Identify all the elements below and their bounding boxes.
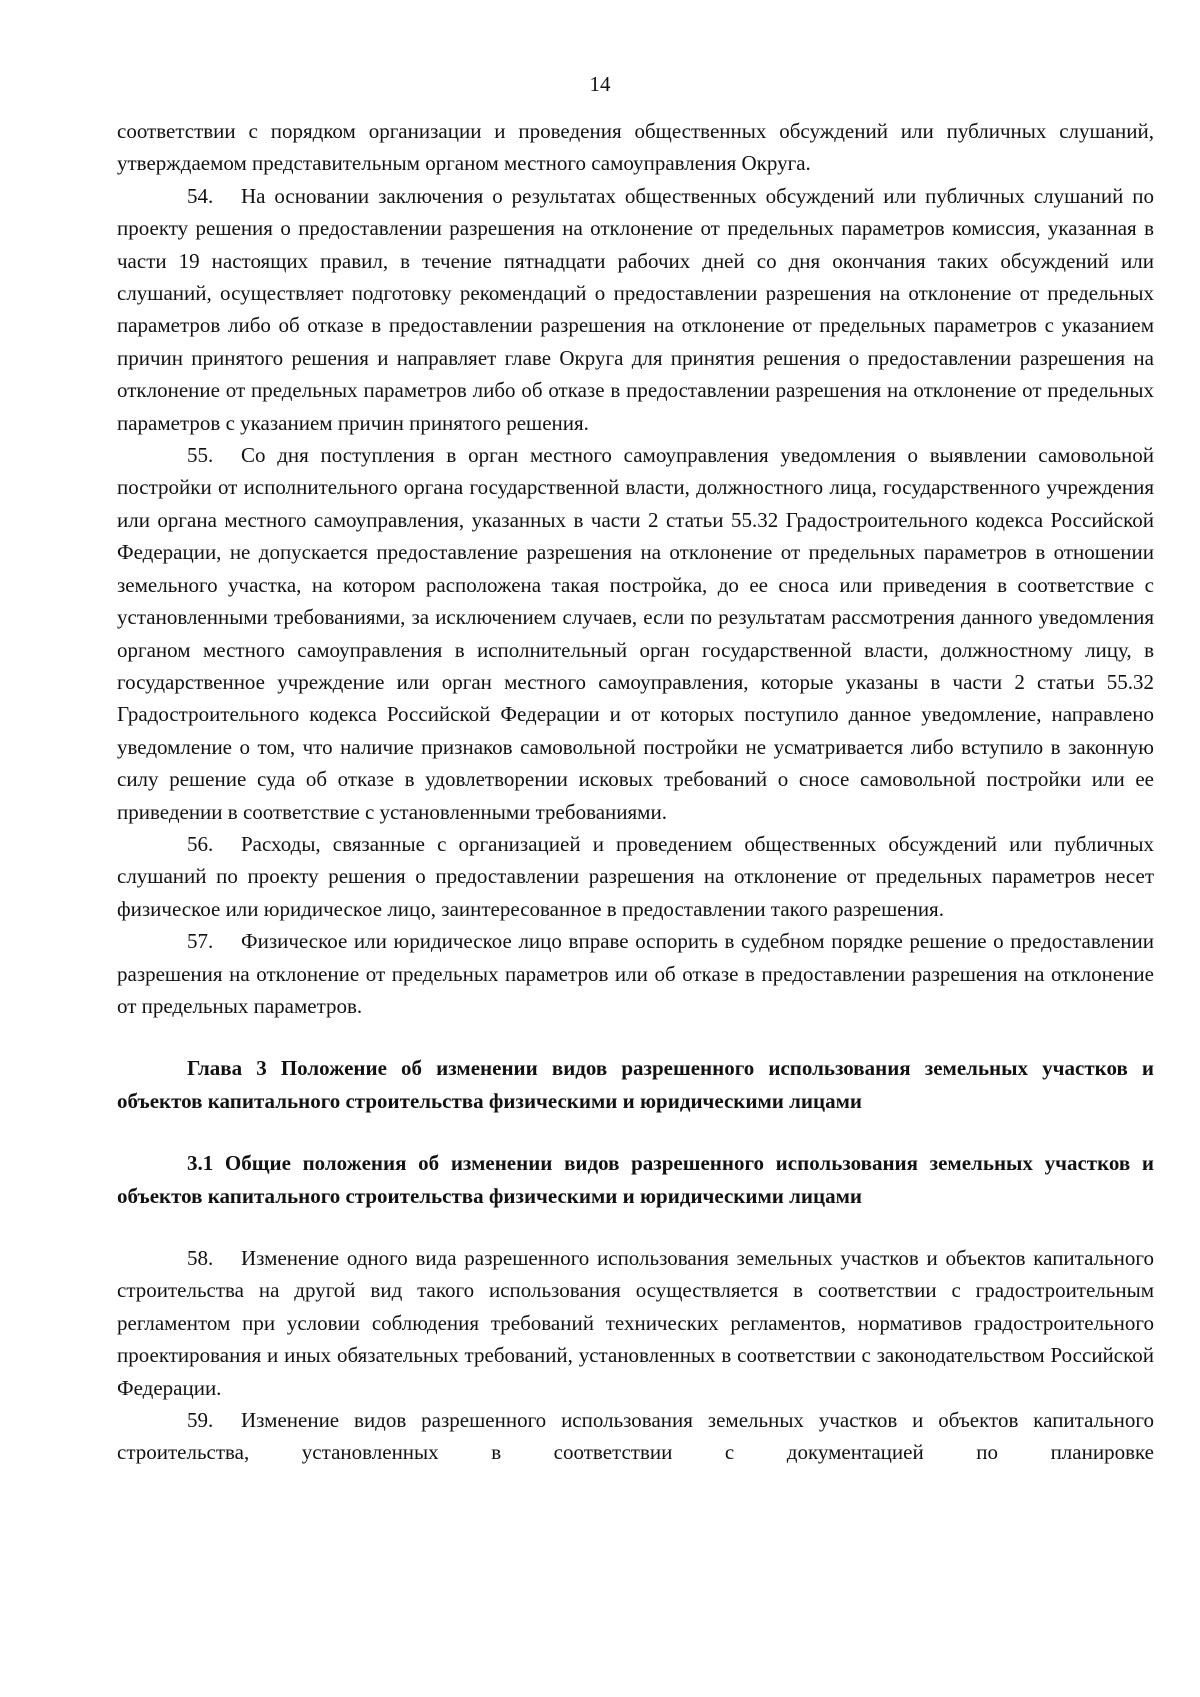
section-3-1-heading: 3.1 Общие положения об изменении видов разрешенного использования земельных участков и объектов капитального строительства физическими и юридическими лицами	[117, 1151, 1154, 1208]
paragraph-56	[117, 828, 1154, 925]
paragraph-number: 54.	[187, 183, 214, 208]
paragraph-text: Изменение одного вида разрешенного использования земельных участков и объектов капитального строительства на другой вид такого использования осуществляется в соответствии с градостроительным регламентом при условии соблюдения требований технических регламентов, нормативов градостроительного проектирования и иных обязательных требований, установленных в соответствии с законодательством Российской Федерации.	[117, 1246, 1154, 1400]
paragraph-number: 55.	[187, 443, 214, 468]
paragraph-55	[117, 439, 1154, 828]
paragraph-continuation: соответствии с порядком организации и проведения общественных обсуждений или публичных слушаний, утверждаемом представительным органом местного самоуправления Округа.	[117, 119, 1154, 176]
paragraph-text: Физическое или юридическое лицо вправе оспорить в судебном порядке решение о предоставлении разрешения на отклонение от предельных параметров или об отказе в предоставлении разрешения на отклонение от предельных параметров.	[117, 929, 1154, 1018]
paragraph-text: Расходы, связанные с организацией и проведением общественных обсуждений или публичных слушаний по проекту решения о предоставлении разрешения на отклонение от предельных параметров несет физическое или юридическое лицо, заинтересованное в предоставлении такого разрешения.	[117, 831, 1154, 921]
paragraph-59	[117, 1404, 1154, 1469]
paragraph-text: Со дня поступления в орган местного самоуправления уведомления о выявлении самовольной постройки от исполнительного органа государственной власти, должностного лица, государственного учреждения или органа местного самоуправления, указанных в части 2 статьи 55.32 Градостроительного кодекса Российской Федерации, не допускается предоставление разрешения на отклонение от предельных параметров в отношении земельного участка, на котором расположена такая постройка, до ее сноса или приведения в соответствие с установленными требованиями, за исключением случаев, если по результатам рассмотрения данного уведомления органом местного самоуправления в исполнительный орган государственной власти, должностному лицу, в государственное учреждение или орган местного самоуправления, которые указаны в части 2 статьи 55.32 Градостроительного кодекса Российской Федерации и от которых поступило данное уведомление, направлено уведомление о том, что наличие признаков самовольной постройки не усматривается либо вступило в законную силу решение суда об отказе в удовлетворении исковых требований о сносе самовольной постройки или ее приведении в соответствие с установленными требованиями.	[117, 443, 1154, 824]
document-body	[117, 115, 1154, 1469]
paragraph-number: 56.	[187, 831, 214, 856]
paragraph-text: Изменение видов разрешенного использования земельных участков и объектов капитального строительства, установленных в соответствии с документацией по планировке	[117, 1408, 1154, 1465]
chapter-3-heading: Глава 3 Положение об изменении видов разрешенного использования земельных участков и объектов капитального строительства физическими и юридическими лицами	[117, 1056, 1154, 1113]
paragraph-57	[117, 925, 1154, 1022]
page-number: 14	[589, 72, 611, 96]
paragraph-58	[117, 1242, 1154, 1404]
paragraph-number: 57.	[187, 929, 214, 954]
paragraph-number: 58.	[187, 1246, 214, 1270]
paragraph-number: 59.	[187, 1408, 214, 1433]
paragraph-text: На основании заключения о результатах общественных обсуждений или публичных слушаний по проекту решения о предоставлении разрешения на отклонение от предельных параметров комиссия, указанная в части 19 настоящих правил, в течение пятнадцати рабочих дней со дня окончания таких обсуждений или слушаний, осуществляет подготовку рекомендаций о предоставлении разрешения на отклонение от предельных параметров либо об отказе в предоставлении разрешения на отклонение от предельных параметров с указанием причин принятого решения и направляет главе Округа для принятия решения о предоставлении разрешения на отклонение от предельных параметров либо об отказе в предоставлении разрешения на отклонение от предельных параметров с указанием причин принятого решения.	[117, 183, 1154, 435]
paragraph-54	[117, 180, 1154, 439]
